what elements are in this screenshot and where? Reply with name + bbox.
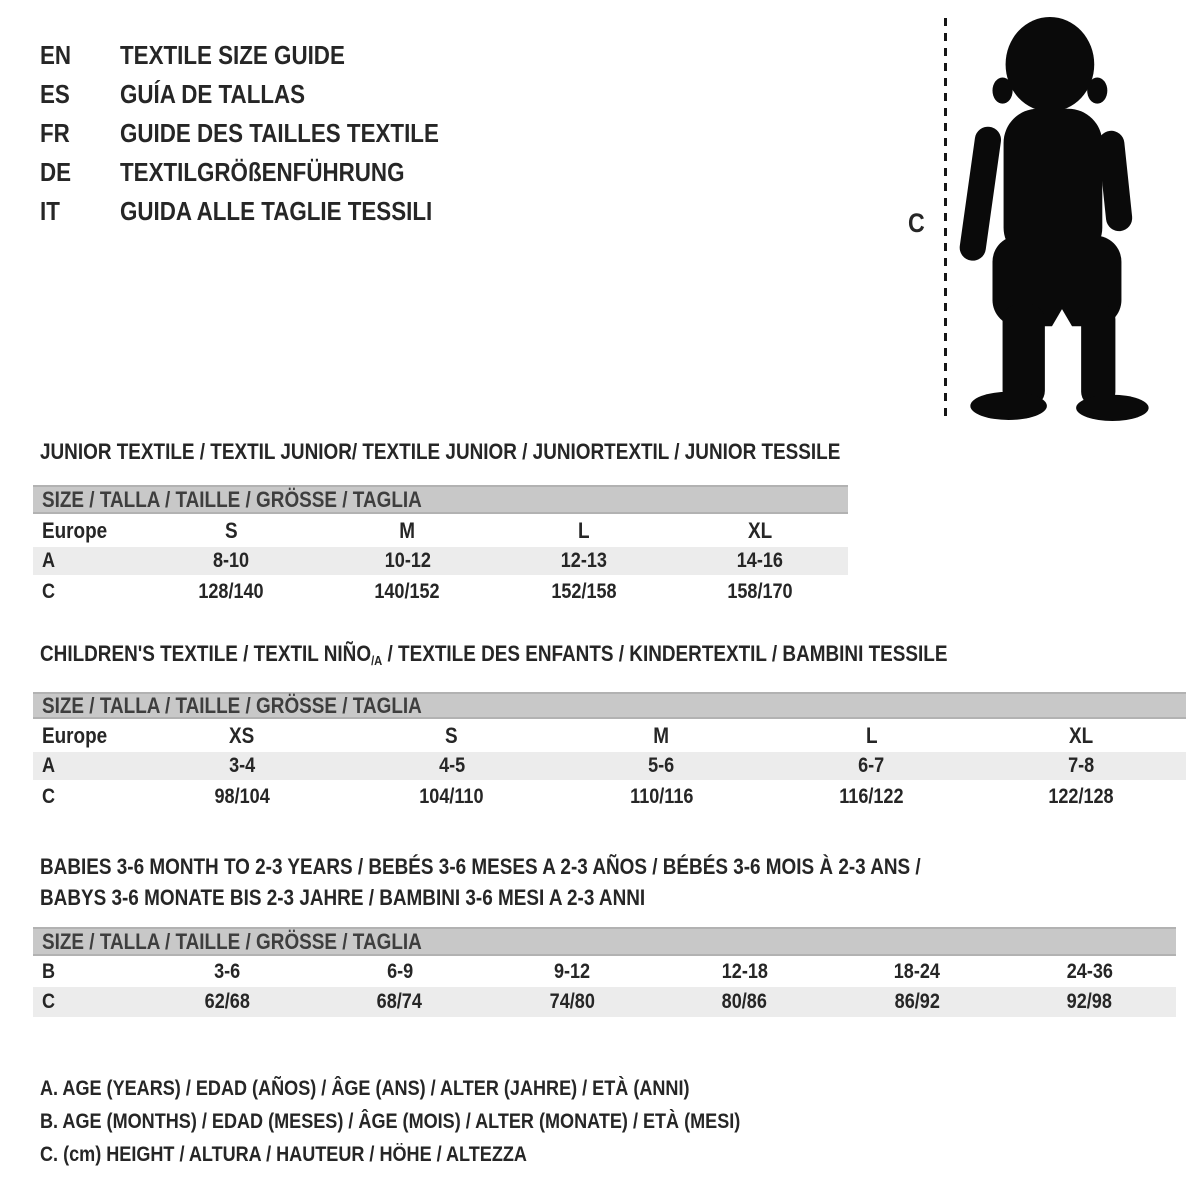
legend-line [40,1072,854,1105]
junior-size-header-text: SIZE / TALLA / TAILLE / GRÖSSE / TAGLIA [42,486,422,512]
size-cell [347,719,557,752]
table-row [33,956,1176,987]
language-row [40,36,491,75]
size-value: 62/68 [204,990,250,1013]
size-cell [976,719,1186,752]
row-label: Europe [42,722,108,748]
size-cell [766,780,976,814]
size-cell [659,987,832,1017]
babies-size-header-text: SIZE / TALLA / TAILLE / GRÖSSE / TAGLIA [42,928,422,954]
size-value: 12-13 [560,549,607,572]
row-label-cell [33,780,137,814]
size-value: L [577,517,590,543]
size-cell [672,514,848,547]
size-cell [137,780,347,814]
size-value: 152/158 [550,580,617,603]
row-label: C [42,990,56,1013]
size-cell [766,752,976,780]
size-cell [314,956,487,987]
size-value: 86/92 [894,990,940,1013]
size-cell [137,752,347,780]
row-label-cell [33,719,137,752]
size-value: 158/170 [727,580,793,603]
language-code-text: IT [40,196,60,226]
size-value: S [445,722,459,748]
size-cell [976,780,1186,814]
size-cell [496,547,672,575]
size-cell [319,514,495,547]
table-row [33,719,1186,752]
size-value: 92/98 [1067,990,1113,1013]
size-cell [1004,956,1177,987]
table-row [33,575,848,609]
size-cell [319,547,495,575]
row-label-cell [33,752,137,780]
size-cell [141,987,314,1017]
section-title-junior [40,439,971,465]
row-label: Europe [42,517,108,543]
baby-arm-left [958,125,1003,262]
size-cell [141,956,314,987]
children-size-header-bar [33,692,1186,719]
size-value: 110/116 [629,785,694,808]
measure-legend [40,1072,854,1171]
size-cell [976,752,1186,780]
size-value: 74/80 [549,990,595,1013]
row-label: C [42,580,56,603]
legend-line [40,1105,854,1138]
baby-arm-right [1097,130,1134,233]
legend-line-text: A. AGE (YEARS) / EDAD (AÑOS) / ÂGE (ANS) / ALTER (JAHRE) / ETÀ (ANNI) [40,1076,690,1100]
size-cell [486,987,659,1017]
language-title: TEXTILE SIZE GUIDE [120,40,345,70]
language-row [40,114,491,153]
size-cell [496,575,672,609]
baby-leg-right [1081,304,1115,407]
row-label-cell [33,987,141,1017]
language-code [40,196,120,227]
language-code [40,118,120,149]
table-babies [33,927,1176,1017]
table-row [33,752,1186,780]
language-row [40,75,491,114]
size-value: 122/128 [1048,785,1114,808]
row-label-cell [33,956,141,987]
babies-title-line1-text: BABIES 3-6 MONTH TO 2-3 YEARS / BEBÉS 3-6 MESES A 2-3 AÑOS / BÉBÉS 3-6 MOIS À 2-3 ANS / [40,854,921,879]
row-label-cell [33,547,143,575]
babies-size-header-bar [33,927,1176,956]
language-title: GUIDE DES TAILLES TEXTILE [120,118,439,148]
size-value: 80/86 [722,990,768,1013]
section-title-children-text [40,641,947,674]
babies-title-line1 [40,851,1064,882]
children-title-suffix: / TEXTILE DES ENFANTS / KINDERTEXTIL / BAMBINI TESSILE [382,641,948,666]
language-code-text: DE [40,157,72,187]
language-code [40,40,120,71]
row-label: A [42,549,56,572]
size-cell [314,987,487,1017]
legend-line-text: C. (cm) HEIGHT / ALTURA / HAUTEUR / HÖHE / ALTEZZA [40,1142,527,1166]
language-title: GUÍA DE TALLAS [120,79,306,109]
children-title-subscript: /A [371,653,383,668]
language-code [40,79,120,110]
table-children [33,692,1186,814]
children-title-prefix: CHILDREN'S TEXTILE / TEXTIL NIÑO [40,641,372,666]
baby-silhouette [956,14,1168,422]
size-cell [557,780,767,814]
size-cell [659,956,832,987]
baby-silhouette-shape [958,17,1149,421]
size-value: 3-4 [228,754,255,777]
size-cell [557,719,767,752]
table-row [33,780,1186,814]
row-label-cell [33,514,143,547]
baby-ear-left [992,77,1012,103]
size-value: 3-6 [214,959,241,983]
size-value: 128/140 [198,580,264,603]
size-cell [486,956,659,987]
size-cell [143,575,319,609]
baby-foot-left [970,392,1047,420]
table-row [33,514,848,547]
size-cell [766,719,976,752]
language-row [40,192,491,231]
size-value: 14-16 [736,549,783,572]
baby-head [1006,17,1095,112]
legend-line [40,1138,854,1171]
size-value: 116/122 [839,785,904,808]
size-cell [831,956,1004,987]
size-value: 5-6 [648,754,675,777]
section-title-junior-text: JUNIOR TEXTILE / TEXTIL JUNIOR/ TEXTILE JUNIOR / JUNIORTEXTIL / JUNIOR TESSILE [40,439,841,464]
size-value: XL [747,517,772,543]
size-cell [831,987,1004,1017]
language-title: TEXTILGRÖßENFÜHRUNG [120,157,405,187]
children-size-header-text: SIZE / TALLA / TAILLE / GRÖSSE / TAGLIA [42,692,422,718]
language-code-text: EN [40,40,72,70]
table-junior [33,485,848,609]
size-value: 18-24 [894,959,941,983]
language-code-text: FR [40,118,70,148]
language-title-block [40,36,491,231]
size-cell [557,752,767,780]
row-label: C [42,785,56,808]
size-value: S [224,517,238,543]
size-value: M [653,722,670,748]
language-title: GUIDA ALLE TAGLIE TESSILI [120,196,433,226]
junior-size-header-bar [33,485,848,514]
size-cell [347,780,557,814]
height-measure-label [908,208,928,239]
baby-leg-left [1003,304,1045,407]
baby-foot-right [1076,395,1149,421]
baby-ear-right [1087,77,1107,103]
size-cell [496,514,672,547]
size-value: 4-5 [438,754,465,777]
table-row [33,987,1176,1017]
size-value: 7-8 [1068,754,1095,777]
size-value: 9-12 [554,959,591,983]
size-value: M [399,517,416,543]
table-row [33,547,848,575]
row-label: A [42,754,56,777]
size-cell [143,514,319,547]
size-value: XS [229,722,255,748]
size-cell [672,575,848,609]
size-value: 6-9 [386,959,413,983]
size-cell [672,547,848,575]
size-value: 8-10 [213,549,250,572]
size-value: 104/110 [419,785,484,808]
height-measure-line [944,18,947,416]
section-title-babies [40,851,1064,913]
size-value: XL [1068,722,1094,748]
legend-line-text: B. AGE (MONTHS) / EDAD (MESES) / ÂGE (MOIS) / ALTER (MONATE) / ETÀ (MESI) [40,1109,741,1133]
size-value: 140/152 [374,580,441,603]
language-code [40,157,120,188]
babies-title-line2-text: BABYS 3-6 MONATE BIS 2-3 JAHRE / BAMBINI 3-6 MESI A 2-3 ANNI [40,885,646,910]
height-measure-label-text: C [908,208,925,238]
size-value: L [865,722,878,748]
language-row [40,153,491,192]
size-cell [137,719,347,752]
size-value: 12-18 [721,959,768,983]
size-cell [143,547,319,575]
size-value: 10-12 [384,549,431,572]
size-value: 68/74 [377,990,423,1013]
language-code-text: ES [40,79,70,109]
size-value: 98/104 [214,785,270,808]
size-cell [1004,987,1177,1017]
row-label-cell [33,575,143,609]
babies-title-line2 [40,882,1064,913]
size-value: 24-36 [1066,959,1113,983]
row-label: B [42,959,56,983]
size-cell [319,575,495,609]
size-value: 6-7 [858,754,885,777]
section-title-children [40,641,1095,674]
size-cell [347,752,557,780]
